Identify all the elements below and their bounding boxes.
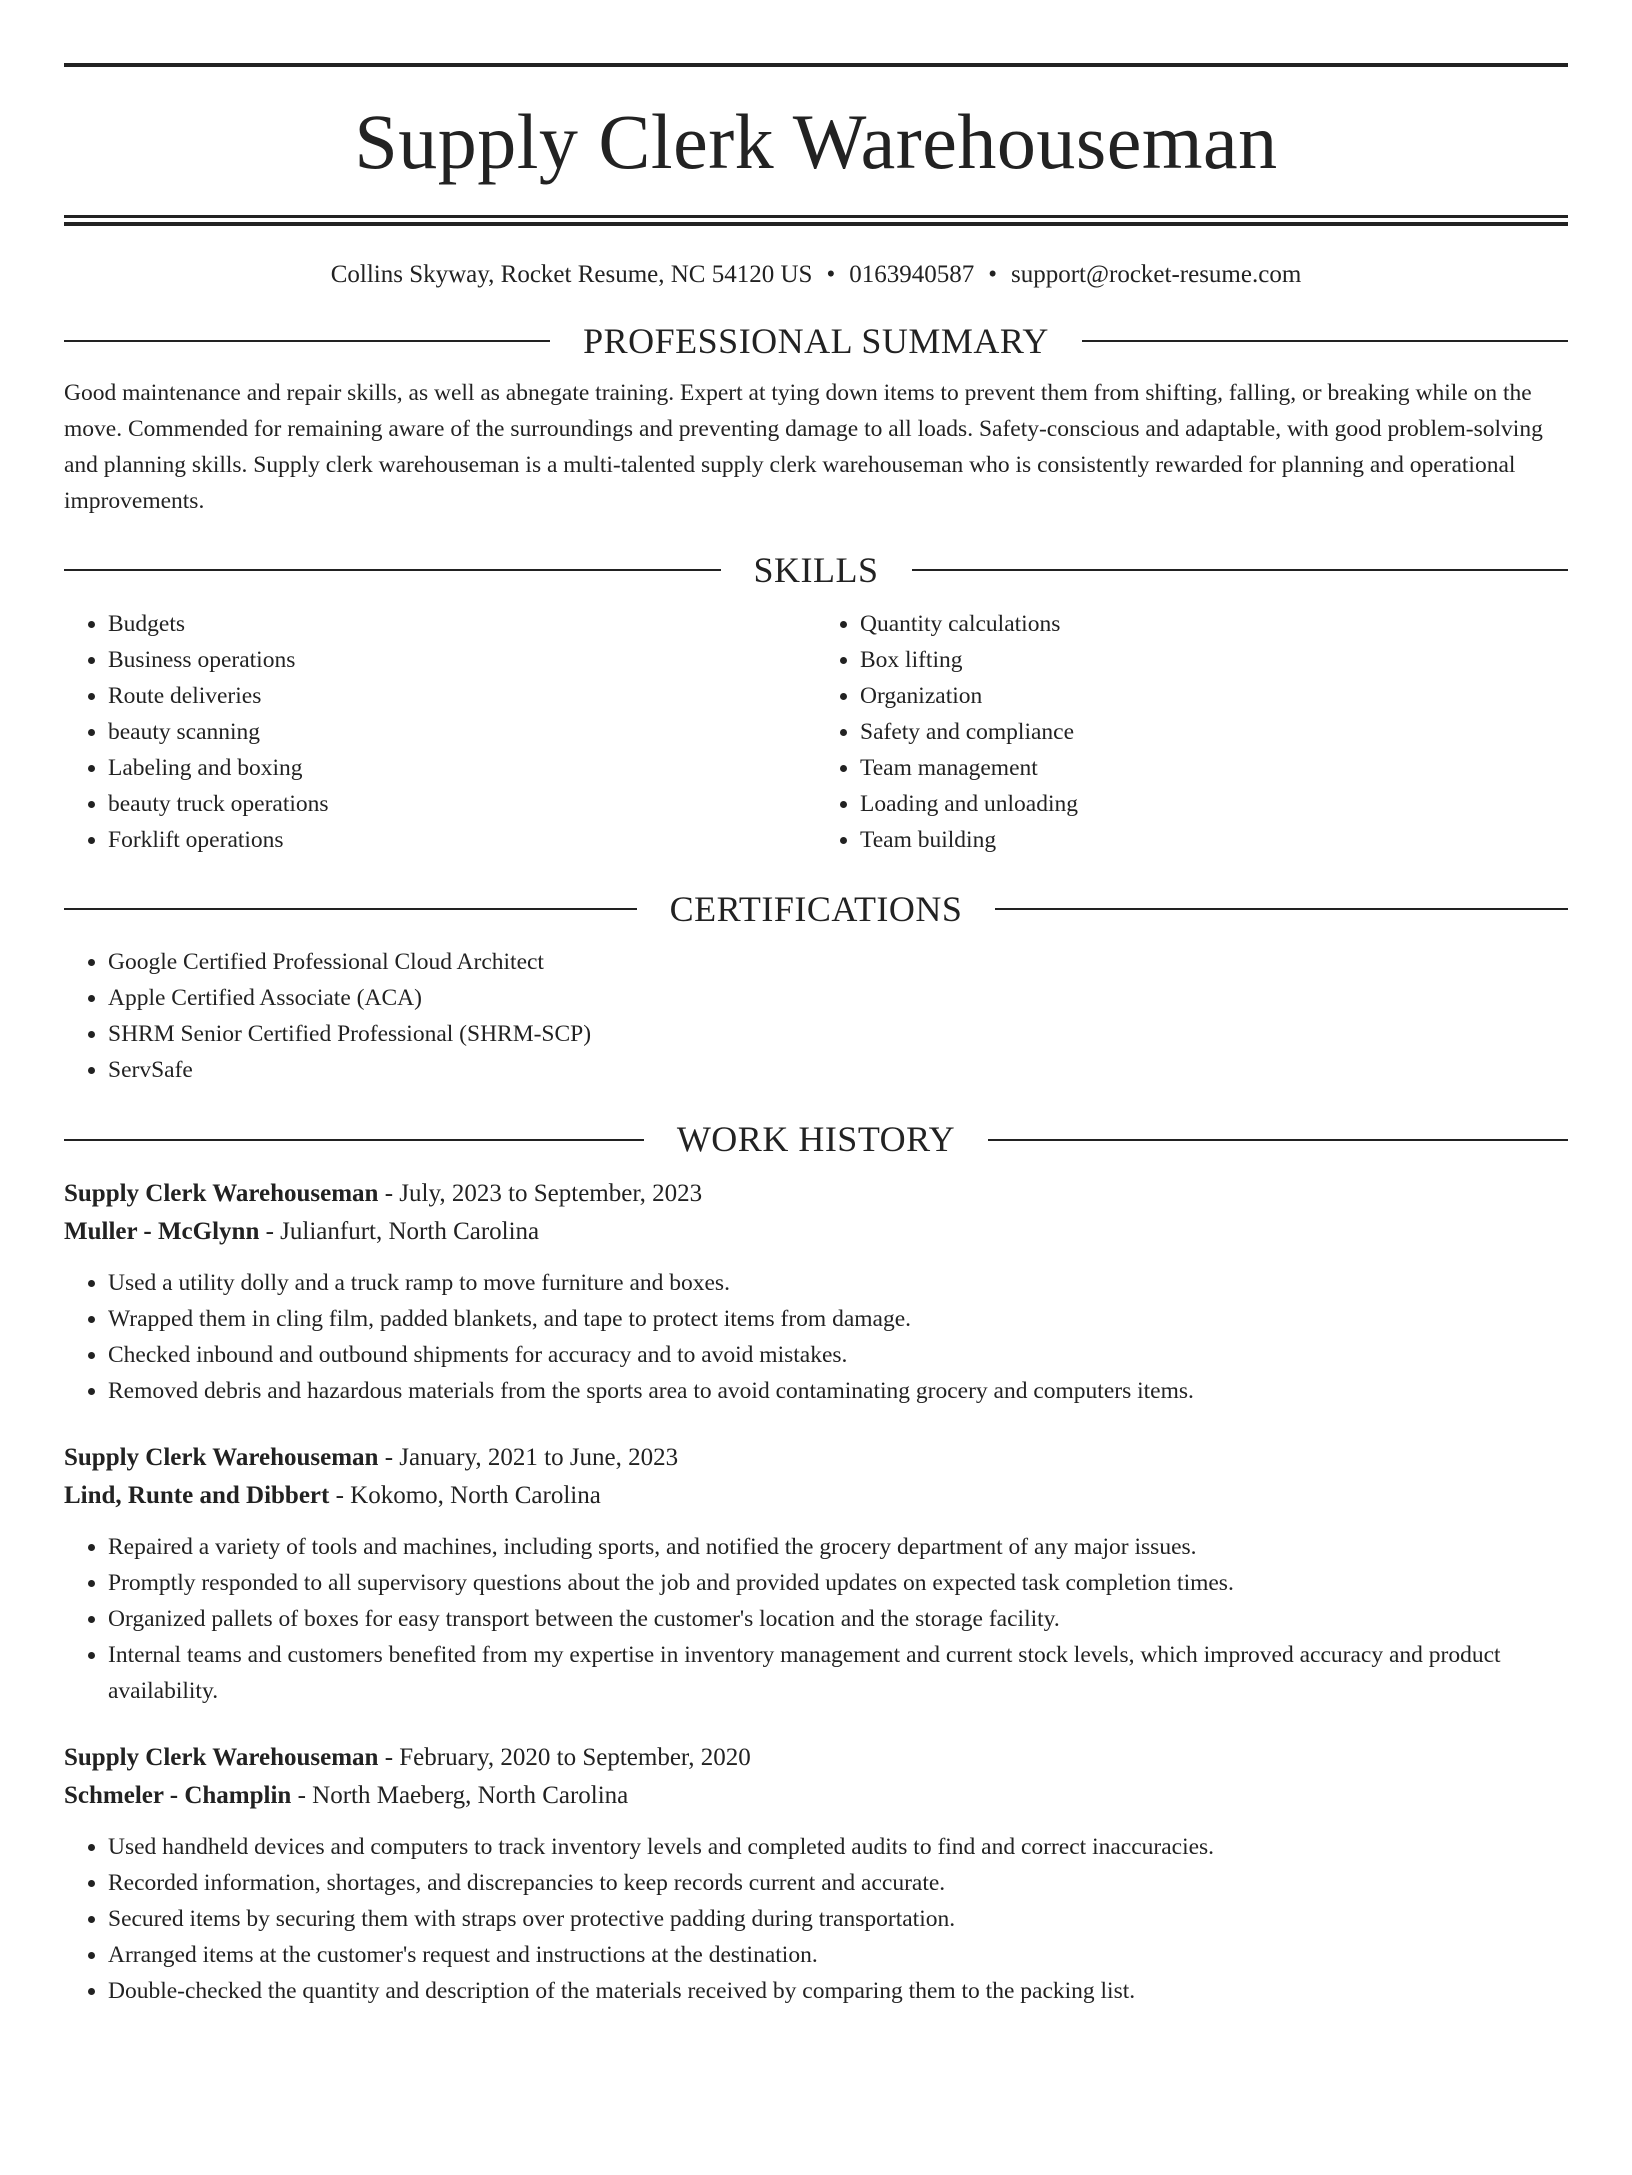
job-title: Supply Clerk Warehouseman (64, 1444, 379, 1472)
contact-email: support@rocket-resume.com (1010, 261, 1302, 288)
job-company-line (64, 1477, 1568, 1515)
header-double-rule (64, 215, 1568, 226)
skills-title: SKILLS (753, 549, 879, 590)
job-title-line (64, 1739, 1568, 1777)
job-entry (64, 1439, 1568, 1709)
job-dates: - July, 2023 to September, 2023 (378, 1180, 703, 1208)
work-history-heading (64, 1116, 1568, 1163)
job-location: - Julianfurt, North Carolina (259, 1218, 540, 1246)
job-entry (64, 1739, 1568, 2009)
skills-heading (64, 547, 1568, 594)
skill-item: • Budgets (108, 606, 816, 642)
skill-item: • Box lifting (860, 642, 1568, 678)
job-bullet: • Double-checked the quantity and description of the materials received by comparing them to the packing list. (108, 1973, 1568, 2009)
job-location: - Kokomo, North Carolina (329, 1482, 601, 1510)
job-company-line (64, 1213, 1568, 1251)
skill-item: • Organization (860, 678, 1568, 714)
job-title-line (64, 1439, 1568, 1477)
job-company: Schmeler - Champlin (64, 1782, 292, 1810)
skills-columns (64, 606, 1568, 858)
job-bullet: • Wrapped them in cling film, padded blankets, and tape to protect items from damage. (108, 1301, 1568, 1337)
job-title: Supply Clerk Warehouseman (64, 1180, 379, 1208)
job-bullet: • Checked inbound and outbound shipments for accuracy and to avoid mistakes. (108, 1337, 1568, 1373)
job-bullet: • Secured items by securing them with straps over protective padding during transportation. (108, 1901, 1568, 1937)
skill-item: • beauty truck operations (108, 786, 816, 822)
job-company-line (64, 1777, 1568, 1815)
job-bullet: • Removed debris and hazardous materials from the sports area to avoid contaminating grocery and computers items. (108, 1373, 1568, 1409)
heading-rule-left (64, 569, 721, 571)
skill-item: • Forklift operations (108, 822, 816, 858)
summary-title: PROFESSIONAL SUMMARY (583, 321, 1049, 361)
work-history-title: WORK HISTORY (676, 1119, 956, 1160)
skill-item: • Labeling and boxing (108, 750, 816, 786)
job-title: Supply Clerk Warehouseman (64, 1744, 379, 1772)
skill-item: • Business operations (108, 642, 816, 678)
certifications-list (64, 944, 1568, 1088)
heading-rule-left (64, 340, 550, 342)
heading-rule-left (64, 908, 637, 910)
job-location: - North Maeberg, North Carolina (291, 1782, 629, 1810)
job-bullet: • Repaired a variety of tools and machines, including sports, and notified the grocery department of any major issues. (108, 1529, 1568, 1565)
certification-item: • SHRM Senior Certified Professional (SHRM-SCP) (108, 1016, 1568, 1052)
skill-item: • Safety and compliance (860, 714, 1568, 750)
contact-line (64, 260, 1568, 290)
header-top-rule (64, 63, 1568, 67)
skills-list-left (64, 606, 816, 858)
job-bullet: • Organized pallets of boxes for easy transport between the customer's location and the storage facility. (108, 1601, 1568, 1637)
summary-text: Good maintenance and repair skills, as well as abnegate training. Expert at tying down items to prevent them from shifting, falling, or breaking while on the move. Commended for remaining aware of the surroundings and preventing damage to all loads. Safety-conscious and adaptable, with good problem-solving and planning skills. Supply clerk warehouseman is a multi-talented supply clerk warehouseman who is consistently rewarded for planning and operational improvements. (64, 379, 1543, 514)
summary-heading (64, 318, 1568, 365)
certifications-title: CERTIFICATIONS (669, 888, 963, 929)
job-bullet: • Promptly responded to all supervisory questions about the job and provided updates on expected task completion times. (108, 1565, 1568, 1601)
resume-page (0, 63, 1632, 2175)
job-title-line (64, 1175, 1568, 1213)
skill-item: • Team management (860, 750, 1568, 786)
heading-rule-right (988, 1139, 1568, 1141)
skill-item: • Team building (860, 822, 1568, 858)
job-company: Lind, Runte and Dibbert (64, 1482, 330, 1510)
job-bullet: • Arranged items at the customer's request and instructions at the destination. (108, 1937, 1568, 1973)
job-bullet: • Used a utility dolly and a truck ramp to move furniture and boxes. (108, 1265, 1568, 1301)
contact-separator: • (826, 261, 836, 288)
resume-name: Supply Clerk Warehouseman (354, 98, 1278, 185)
job-dates: - February, 2020 to September, 2020 (378, 1744, 751, 1772)
skill-item: • Loading and unloading (860, 786, 1568, 822)
skill-item: • beauty scanning (108, 714, 816, 750)
job-bullet: • Internal teams and customers benefited from my expertise in inventory management and current stock levels, which improved accuracy and product availability. (108, 1637, 1568, 1709)
job-bullet: • Recorded information, shortages, and discrepancies to keep records current and accurate. (108, 1865, 1568, 1901)
heading-rule-right (1082, 340, 1568, 342)
job-bullets (64, 1265, 1568, 1409)
job-bullets (64, 1829, 1568, 2009)
contact-separator: • (988, 261, 997, 288)
heading-rule-right (995, 908, 1568, 910)
contact-address: Collins Skyway, Rocket Resume, NC 54120 US (330, 261, 813, 288)
heading-rule-left (64, 1139, 644, 1141)
certifications-heading (64, 886, 1568, 933)
certification-item: • Apple Certified Associate (ACA) (108, 980, 1568, 1016)
heading-rule-right (912, 569, 1569, 571)
skill-item: • Route deliveries (108, 678, 816, 714)
certification-item: • Google Certified Professional Cloud Architect (108, 944, 1568, 980)
skills-list-right (816, 606, 1568, 858)
certification-item: • ServSafe (108, 1052, 1568, 1088)
job-company: Muller - McGlynn (64, 1218, 260, 1246)
job-bullet: • Used handheld devices and computers to track inventory levels and completed audits to find and correct inaccuracies. (108, 1829, 1568, 1865)
job-dates: - January, 2021 to June, 2023 (378, 1444, 679, 1472)
job-entry (64, 1175, 1568, 1409)
skill-item: • Quantity calculations (860, 606, 1568, 642)
job-bullets (64, 1529, 1568, 1709)
contact-phone: 0163940587 (849, 261, 975, 288)
